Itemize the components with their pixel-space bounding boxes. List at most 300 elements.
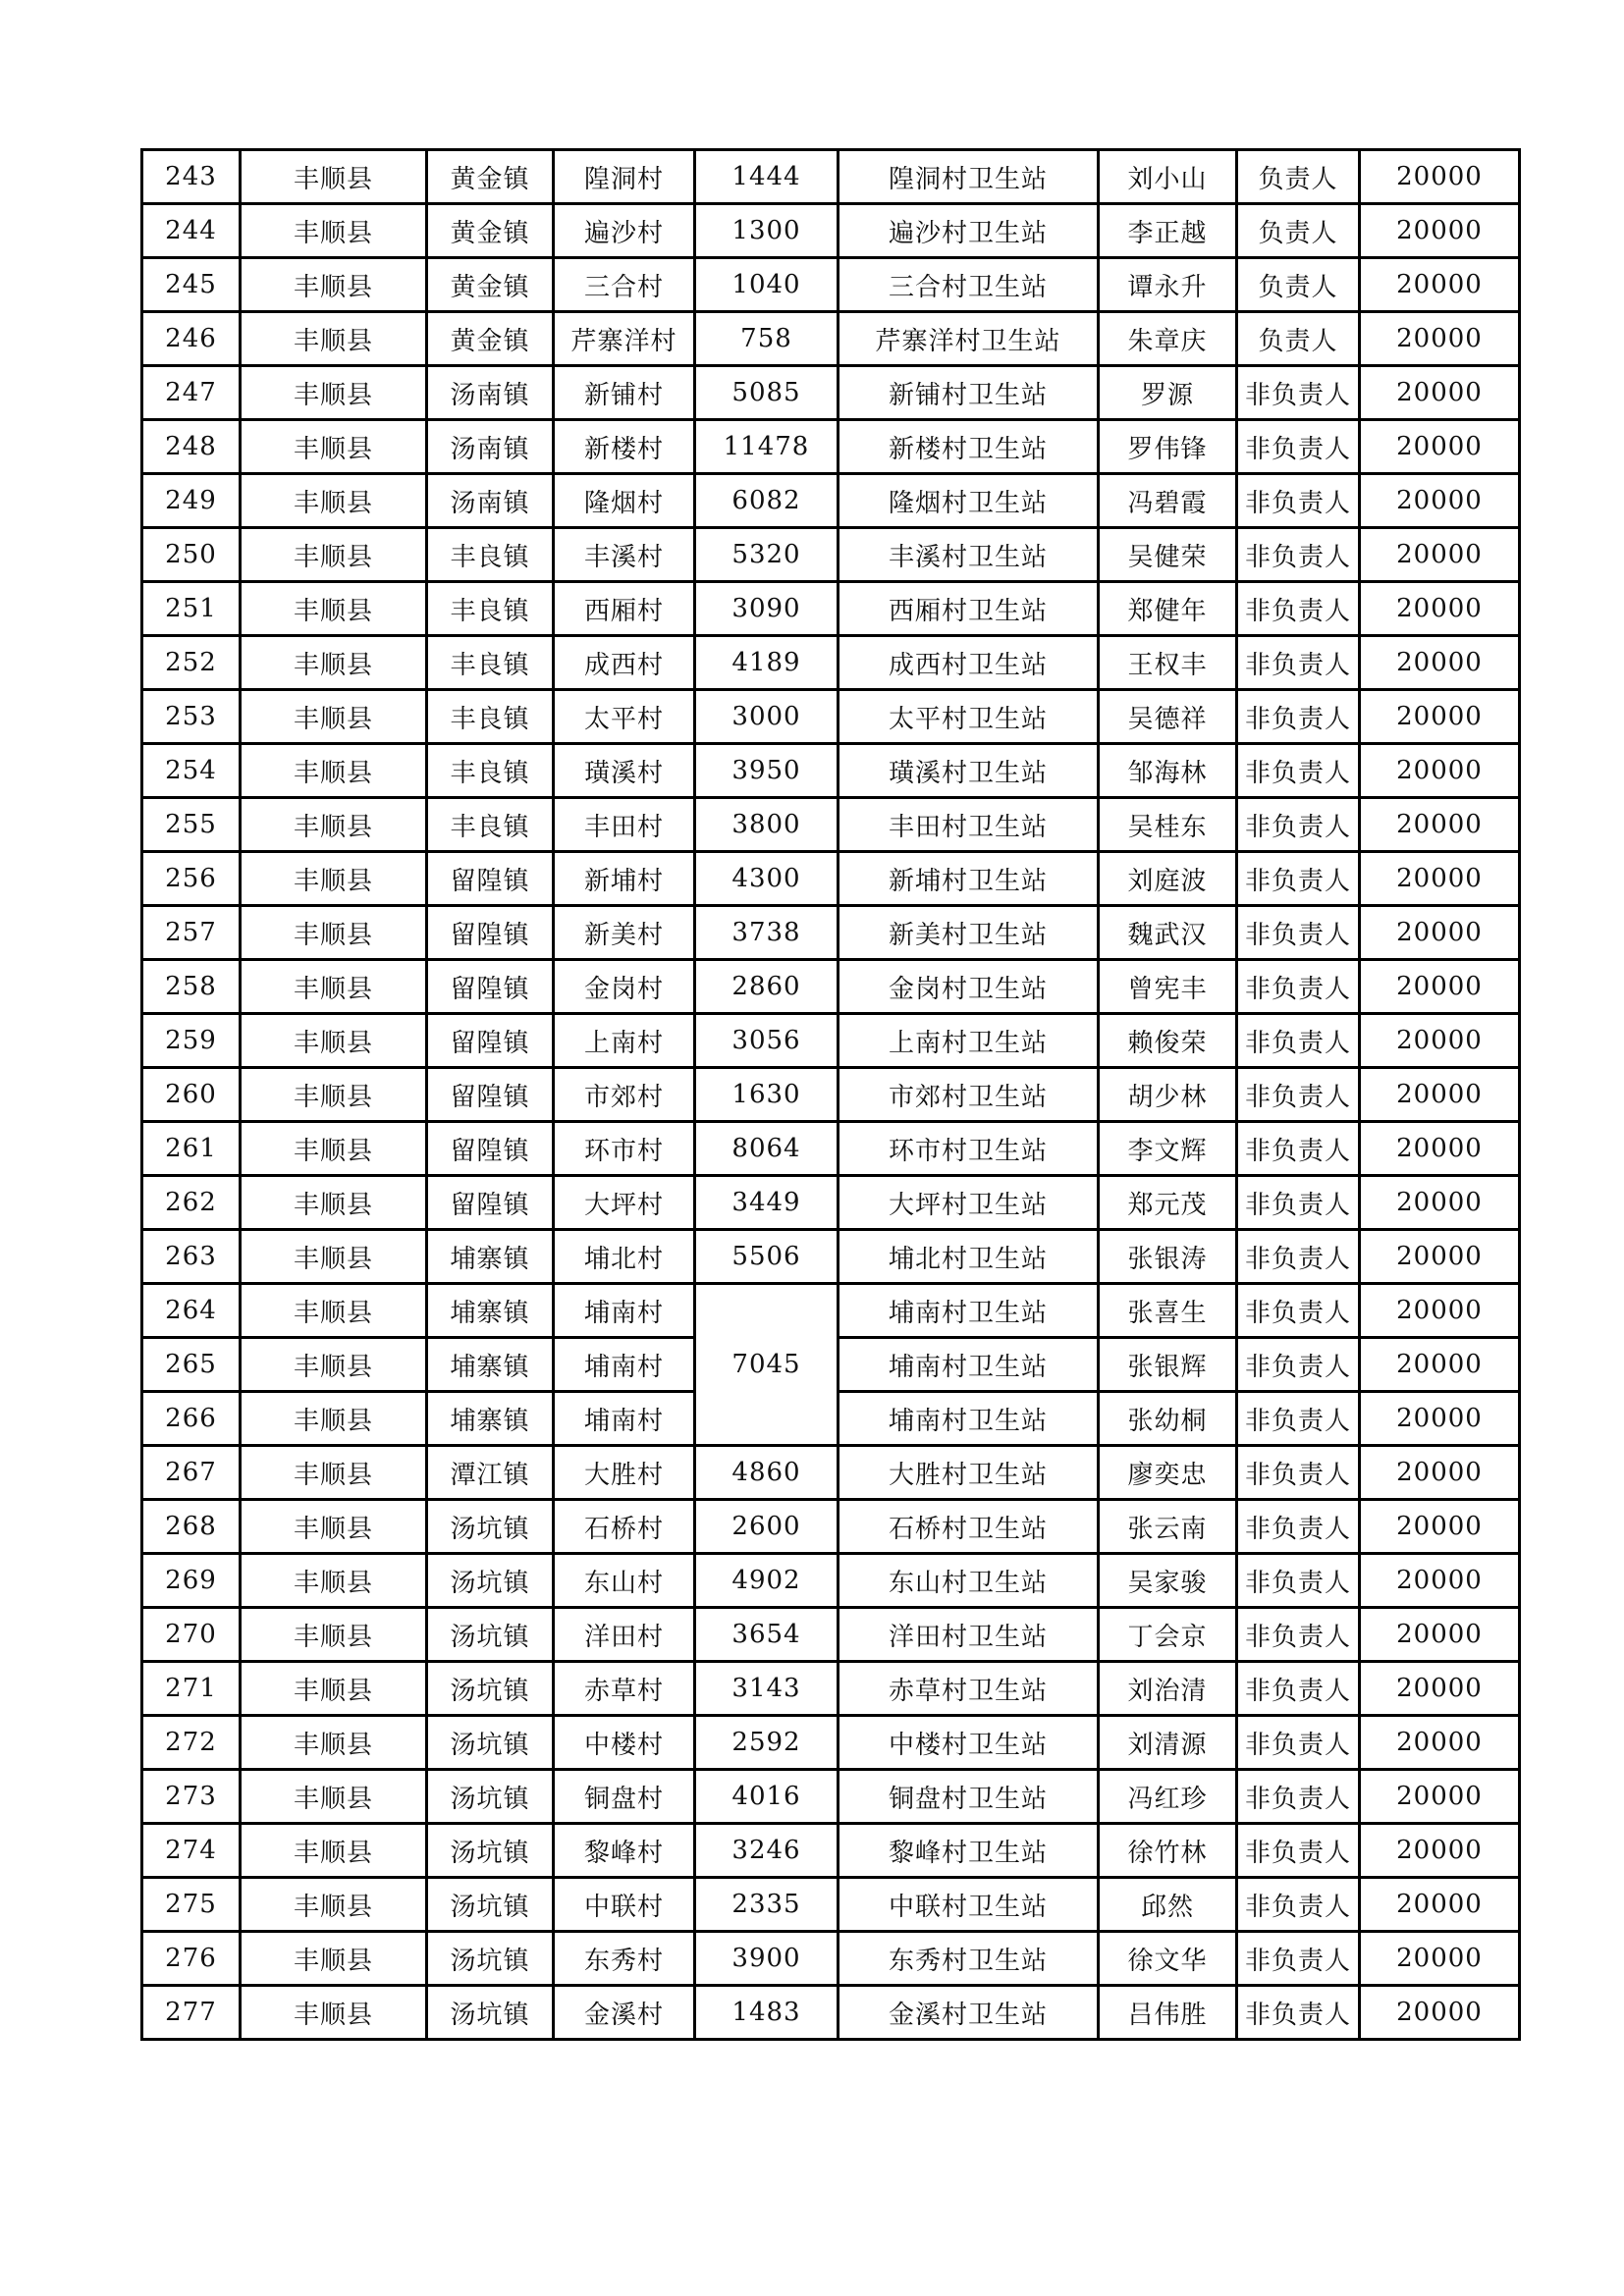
amount-cell: 20000 — [1360, 204, 1520, 258]
population-cell: 3800 — [695, 798, 839, 852]
table-row — [142, 1770, 1520, 1824]
row-number: 258 — [142, 960, 241, 1014]
village-cell: 铜盘村 — [554, 1770, 695, 1824]
amount-cell: 20000 — [1360, 1932, 1520, 1986]
table-row — [142, 1824, 1520, 1878]
town-cell: 汤坑镇 — [427, 1878, 554, 1932]
clinic-staff-table — [140, 148, 1521, 2041]
role-cell: 负责人 — [1237, 312, 1360, 366]
clinic-cell: 上南村卫生站 — [839, 1014, 1099, 1068]
role-cell: 非负责人 — [1237, 1554, 1360, 1608]
village-cell: 成西村 — [554, 636, 695, 690]
staff-name-cell: 刘庭波 — [1099, 852, 1237, 906]
amount-cell: 20000 — [1360, 420, 1520, 474]
role-cell: 非负责人 — [1237, 690, 1360, 744]
staff-name-cell: 罗伟锋 — [1099, 420, 1237, 474]
row-number: 262 — [142, 1176, 241, 1230]
county-cell: 丰顺县 — [241, 420, 427, 474]
town-cell: 黄金镇 — [427, 150, 554, 204]
table-row — [142, 366, 1520, 420]
town-cell: 汤南镇 — [427, 420, 554, 474]
town-cell: 汤坑镇 — [427, 1770, 554, 1824]
staff-name-cell: 张云南 — [1099, 1500, 1237, 1554]
staff-name-cell: 李文辉 — [1099, 1122, 1237, 1176]
town-cell: 汤坑镇 — [427, 1716, 554, 1770]
clinic-cell: 丰溪村卫生站 — [839, 528, 1099, 582]
population-cell: 11478 — [695, 420, 839, 474]
role-cell: 非负责人 — [1237, 1230, 1360, 1284]
row-number: 263 — [142, 1230, 241, 1284]
clinic-cell: 石桥村卫生站 — [839, 1500, 1099, 1554]
county-cell: 丰顺县 — [241, 1716, 427, 1770]
role-cell: 非负责人 — [1237, 1176, 1360, 1230]
role-cell: 非负责人 — [1237, 1878, 1360, 1932]
village-cell: 黎峰村 — [554, 1824, 695, 1878]
county-cell: 丰顺县 — [241, 636, 427, 690]
population-cell: 5085 — [695, 366, 839, 420]
table-row — [142, 1122, 1520, 1176]
row-number: 277 — [142, 1986, 241, 2040]
county-cell: 丰顺县 — [241, 1230, 427, 1284]
population-cell: 3000 — [695, 690, 839, 744]
village-cell: 埔北村 — [554, 1230, 695, 1284]
amount-cell: 20000 — [1360, 960, 1520, 1014]
population-cell: 6082 — [695, 474, 839, 528]
town-cell: 汤坑镇 — [427, 1662, 554, 1716]
clinic-cell: 洋田村卫生站 — [839, 1608, 1099, 1662]
clinic-cell: 新美村卫生站 — [839, 906, 1099, 960]
amount-cell: 20000 — [1360, 690, 1520, 744]
county-cell: 丰顺县 — [241, 1284, 427, 1338]
village-cell: 环市村 — [554, 1122, 695, 1176]
staff-name-cell: 郑元茂 — [1099, 1176, 1237, 1230]
population-cell: 8064 — [695, 1122, 839, 1176]
village-cell: 大胜村 — [554, 1446, 695, 1500]
village-cell: 埔南村 — [554, 1284, 695, 1338]
amount-cell: 20000 — [1360, 1500, 1520, 1554]
village-cell: 石桥村 — [554, 1500, 695, 1554]
role-cell: 负责人 — [1237, 204, 1360, 258]
staff-name-cell: 张幼桐 — [1099, 1392, 1237, 1446]
village-cell: 三合村 — [554, 258, 695, 312]
village-cell: 金溪村 — [554, 1986, 695, 2040]
amount-cell: 20000 — [1360, 1392, 1520, 1446]
village-cell: 市郊村 — [554, 1068, 695, 1122]
county-cell: 丰顺县 — [241, 1554, 427, 1608]
role-cell: 非负责人 — [1237, 906, 1360, 960]
county-cell: 丰顺县 — [241, 1932, 427, 1986]
table-row — [142, 1878, 1520, 1932]
role-cell: 非负责人 — [1237, 1662, 1360, 1716]
staff-name-cell: 曾宪丰 — [1099, 960, 1237, 1014]
table-row — [142, 1662, 1520, 1716]
clinic-cell: 成西村卫生站 — [839, 636, 1099, 690]
table-row — [142, 852, 1520, 906]
table-row — [142, 582, 1520, 636]
clinic-cell: 大胜村卫生站 — [839, 1446, 1099, 1500]
role-cell: 非负责人 — [1237, 1392, 1360, 1446]
staff-name-cell: 冯碧霞 — [1099, 474, 1237, 528]
clinic-cell: 金溪村卫生站 — [839, 1986, 1099, 2040]
staff-name-cell: 谭永升 — [1099, 258, 1237, 312]
role-cell: 非负责人 — [1237, 798, 1360, 852]
population-cell: 3449 — [695, 1176, 839, 1230]
town-cell: 埔寨镇 — [427, 1392, 554, 1446]
row-number: 245 — [142, 258, 241, 312]
table-row — [142, 420, 1520, 474]
population-cell: 4016 — [695, 1770, 839, 1824]
staff-name-cell: 廖奕忠 — [1099, 1446, 1237, 1500]
table-row — [142, 528, 1520, 582]
clinic-cell: 新铺村卫生站 — [839, 366, 1099, 420]
clinic-cell: 璜溪村卫生站 — [839, 744, 1099, 798]
amount-cell: 20000 — [1360, 1068, 1520, 1122]
clinic-cell: 中楼村卫生站 — [839, 1716, 1099, 1770]
population-cell: 2600 — [695, 1500, 839, 1554]
county-cell: 丰顺县 — [241, 1824, 427, 1878]
village-cell: 新铺村 — [554, 366, 695, 420]
staff-name-cell: 吴家骏 — [1099, 1554, 1237, 1608]
row-number: 253 — [142, 690, 241, 744]
clinic-cell: 市郊村卫生站 — [839, 1068, 1099, 1122]
amount-cell: 20000 — [1360, 150, 1520, 204]
population-cell: 758 — [695, 312, 839, 366]
town-cell: 丰良镇 — [427, 798, 554, 852]
table-row — [142, 1932, 1520, 1986]
staff-name-cell: 刘小山 — [1099, 150, 1237, 204]
population-cell: 2592 — [695, 1716, 839, 1770]
role-cell: 非负责人 — [1237, 420, 1360, 474]
clinic-cell: 太平村卫生站 — [839, 690, 1099, 744]
staff-name-cell: 邹海林 — [1099, 744, 1237, 798]
amount-cell: 20000 — [1360, 312, 1520, 366]
amount-cell: 20000 — [1360, 1338, 1520, 1392]
clinic-cell: 赤草村卫生站 — [839, 1662, 1099, 1716]
row-number: 272 — [142, 1716, 241, 1770]
population-cell: 3950 — [695, 744, 839, 798]
staff-name-cell: 丁会京 — [1099, 1608, 1237, 1662]
table-row — [142, 636, 1520, 690]
county-cell: 丰顺县 — [241, 204, 427, 258]
role-cell: 非负责人 — [1237, 474, 1360, 528]
village-cell: 遍沙村 — [554, 204, 695, 258]
row-number: 257 — [142, 906, 241, 960]
table-row — [142, 1014, 1520, 1068]
population-cell: 1300 — [695, 204, 839, 258]
role-cell: 非负责人 — [1237, 636, 1360, 690]
staff-name-cell: 张银辉 — [1099, 1338, 1237, 1392]
table-row — [142, 1176, 1520, 1230]
county-cell: 丰顺县 — [241, 474, 427, 528]
role-cell: 负责人 — [1237, 258, 1360, 312]
county-cell: 丰顺县 — [241, 852, 427, 906]
role-cell: 非负责人 — [1237, 852, 1360, 906]
row-number: 276 — [142, 1932, 241, 1986]
table-row — [142, 1554, 1520, 1608]
clinic-cell: 新埔村卫生站 — [839, 852, 1099, 906]
amount-cell: 20000 — [1360, 1284, 1520, 1338]
amount-cell: 20000 — [1360, 744, 1520, 798]
population-cell: 4902 — [695, 1554, 839, 1608]
county-cell: 丰顺县 — [241, 1338, 427, 1392]
staff-name-cell: 张银涛 — [1099, 1230, 1237, 1284]
amount-cell: 20000 — [1360, 258, 1520, 312]
population-cell: 5506 — [695, 1230, 839, 1284]
village-cell: 中联村 — [554, 1878, 695, 1932]
staff-name-cell: 郑健年 — [1099, 582, 1237, 636]
county-cell: 丰顺县 — [241, 690, 427, 744]
town-cell: 留隍镇 — [427, 852, 554, 906]
county-cell: 丰顺县 — [241, 528, 427, 582]
amount-cell: 20000 — [1360, 798, 1520, 852]
row-number: 275 — [142, 1878, 241, 1932]
amount-cell: 20000 — [1360, 1608, 1520, 1662]
row-number: 254 — [142, 744, 241, 798]
county-cell: 丰顺县 — [241, 1446, 427, 1500]
village-cell: 金岗村 — [554, 960, 695, 1014]
village-cell: 隍洞村 — [554, 150, 695, 204]
table-row — [142, 960, 1520, 1014]
county-cell: 丰顺县 — [241, 1068, 427, 1122]
staff-name-cell: 吴桂东 — [1099, 798, 1237, 852]
table-row — [142, 258, 1520, 312]
role-cell: 非负责人 — [1237, 1608, 1360, 1662]
village-cell: 东山村 — [554, 1554, 695, 1608]
village-cell: 上南村 — [554, 1014, 695, 1068]
amount-cell: 20000 — [1360, 528, 1520, 582]
town-cell: 留隍镇 — [427, 1014, 554, 1068]
clinic-cell: 西厢村卫生站 — [839, 582, 1099, 636]
row-number: 265 — [142, 1338, 241, 1392]
role-cell: 非负责人 — [1237, 366, 1360, 420]
role-cell: 非负责人 — [1237, 1446, 1360, 1500]
village-cell: 璜溪村 — [554, 744, 695, 798]
town-cell: 丰良镇 — [427, 744, 554, 798]
table-row — [142, 150, 1520, 204]
row-number: 271 — [142, 1662, 241, 1716]
population-cell: 1630 — [695, 1068, 839, 1122]
row-number: 264 — [142, 1284, 241, 1338]
role-cell: 非负责人 — [1237, 1122, 1360, 1176]
clinic-cell: 东秀村卫生站 — [839, 1932, 1099, 1986]
population-cell: 5320 — [695, 528, 839, 582]
staff-name-cell: 朱章庆 — [1099, 312, 1237, 366]
row-number: 244 — [142, 204, 241, 258]
staff-name-cell: 吴健荣 — [1099, 528, 1237, 582]
county-cell: 丰顺县 — [241, 366, 427, 420]
amount-cell: 20000 — [1360, 852, 1520, 906]
clinic-cell: 新楼村卫生站 — [839, 420, 1099, 474]
amount-cell: 20000 — [1360, 1230, 1520, 1284]
amount-cell: 20000 — [1360, 474, 1520, 528]
village-cell: 埔南村 — [554, 1392, 695, 1446]
town-cell: 留隍镇 — [427, 1176, 554, 1230]
village-cell: 丰田村 — [554, 798, 695, 852]
population-cell: 1040 — [695, 258, 839, 312]
village-cell: 隆烟村 — [554, 474, 695, 528]
table-row — [142, 1500, 1520, 1554]
village-cell: 新埔村 — [554, 852, 695, 906]
role-cell: 非负责人 — [1237, 960, 1360, 1014]
town-cell: 黄金镇 — [427, 204, 554, 258]
role-cell: 非负责人 — [1237, 1824, 1360, 1878]
county-cell: 丰顺县 — [241, 582, 427, 636]
row-number: 261 — [142, 1122, 241, 1176]
village-cell: 丰溪村 — [554, 528, 695, 582]
county-cell: 丰顺县 — [241, 1878, 427, 1932]
county-cell: 丰顺县 — [241, 258, 427, 312]
clinic-cell: 芹寨洋村卫生站 — [839, 312, 1099, 366]
row-number: 273 — [142, 1770, 241, 1824]
role-cell: 非负责人 — [1237, 1284, 1360, 1338]
clinic-cell: 埔南村卫生站 — [839, 1284, 1099, 1338]
population-cell: 3090 — [695, 582, 839, 636]
population-cell: 7045 — [695, 1284, 839, 1446]
role-cell: 非负责人 — [1237, 1770, 1360, 1824]
village-cell: 太平村 — [554, 690, 695, 744]
table-row — [142, 1986, 1520, 2040]
amount-cell: 20000 — [1360, 1986, 1520, 2040]
county-cell: 丰顺县 — [241, 1122, 427, 1176]
town-cell: 汤南镇 — [427, 366, 554, 420]
population-cell: 3246 — [695, 1824, 839, 1878]
clinic-cell: 埔南村卫生站 — [839, 1392, 1099, 1446]
staff-name-cell: 徐竹林 — [1099, 1824, 1237, 1878]
role-cell: 非负责人 — [1237, 528, 1360, 582]
staff-name-cell: 李正越 — [1099, 204, 1237, 258]
clinic-cell: 遍沙村卫生站 — [839, 204, 1099, 258]
table-row — [142, 1446, 1520, 1500]
staff-name-cell: 刘治清 — [1099, 1662, 1237, 1716]
staff-name-cell: 吕伟胜 — [1099, 1986, 1237, 2040]
row-number: 267 — [142, 1446, 241, 1500]
role-cell: 非负责人 — [1237, 1716, 1360, 1770]
role-cell: 负责人 — [1237, 150, 1360, 204]
staff-name-cell: 刘清源 — [1099, 1716, 1237, 1770]
role-cell: 非负责人 — [1237, 1338, 1360, 1392]
staff-name-cell: 魏武汉 — [1099, 906, 1237, 960]
village-cell: 中楼村 — [554, 1716, 695, 1770]
population-cell: 1444 — [695, 150, 839, 204]
row-number: 250 — [142, 528, 241, 582]
town-cell: 汤坑镇 — [427, 1986, 554, 2040]
table-row — [142, 474, 1520, 528]
population-cell: 4300 — [695, 852, 839, 906]
village-cell: 洋田村 — [554, 1608, 695, 1662]
town-cell: 汤坑镇 — [427, 1932, 554, 1986]
role-cell: 非负责人 — [1237, 1932, 1360, 1986]
amount-cell: 20000 — [1360, 1770, 1520, 1824]
population-cell: 2335 — [695, 1878, 839, 1932]
town-cell: 汤坑镇 — [427, 1500, 554, 1554]
county-cell: 丰顺县 — [241, 1662, 427, 1716]
county-cell: 丰顺县 — [241, 150, 427, 204]
village-cell: 新楼村 — [554, 420, 695, 474]
clinic-cell: 大坪村卫生站 — [839, 1176, 1099, 1230]
amount-cell: 20000 — [1360, 1176, 1520, 1230]
clinic-cell: 铜盘村卫生站 — [839, 1770, 1099, 1824]
county-cell: 丰顺县 — [241, 312, 427, 366]
role-cell: 非负责人 — [1237, 1014, 1360, 1068]
town-cell: 埔寨镇 — [427, 1230, 554, 1284]
amount-cell: 20000 — [1360, 1662, 1520, 1716]
town-cell: 留隍镇 — [427, 906, 554, 960]
county-cell: 丰顺县 — [241, 798, 427, 852]
role-cell: 非负责人 — [1237, 1986, 1360, 2040]
table-row — [142, 906, 1520, 960]
county-cell: 丰顺县 — [241, 906, 427, 960]
population-cell: 4860 — [695, 1446, 839, 1500]
table-row — [142, 1068, 1520, 1122]
role-cell: 非负责人 — [1237, 744, 1360, 798]
table-row — [142, 798, 1520, 852]
clinic-cell: 黎峰村卫生站 — [839, 1824, 1099, 1878]
amount-cell: 20000 — [1360, 1122, 1520, 1176]
amount-cell: 20000 — [1360, 1014, 1520, 1068]
town-cell: 黄金镇 — [427, 258, 554, 312]
row-number: 255 — [142, 798, 241, 852]
town-cell: 黄金镇 — [427, 312, 554, 366]
row-number: 274 — [142, 1824, 241, 1878]
population-cell: 2860 — [695, 960, 839, 1014]
amount-cell: 20000 — [1360, 906, 1520, 960]
population-cell: 4189 — [695, 636, 839, 690]
town-cell: 汤南镇 — [427, 474, 554, 528]
clinic-cell: 丰田村卫生站 — [839, 798, 1099, 852]
county-cell: 丰顺县 — [241, 1176, 427, 1230]
table-row — [142, 312, 1520, 366]
table-row — [142, 1716, 1520, 1770]
village-cell: 新美村 — [554, 906, 695, 960]
row-number: 243 — [142, 150, 241, 204]
population-cell: 3056 — [695, 1014, 839, 1068]
town-cell: 丰良镇 — [427, 528, 554, 582]
table-row — [142, 1284, 1520, 1338]
staff-name-cell: 胡少林 — [1099, 1068, 1237, 1122]
row-number: 249 — [142, 474, 241, 528]
amount-cell: 20000 — [1360, 1878, 1520, 1932]
role-cell: 非负责人 — [1237, 1500, 1360, 1554]
clinic-cell: 东山村卫生站 — [839, 1554, 1099, 1608]
row-number: 268 — [142, 1500, 241, 1554]
county-cell: 丰顺县 — [241, 1500, 427, 1554]
amount-cell: 20000 — [1360, 1446, 1520, 1500]
row-number: 246 — [142, 312, 241, 366]
county-cell: 丰顺县 — [241, 1392, 427, 1446]
town-cell: 丰良镇 — [427, 582, 554, 636]
staff-name-cell: 邱然 — [1099, 1878, 1237, 1932]
town-cell: 埔寨镇 — [427, 1338, 554, 1392]
town-cell: 留隍镇 — [427, 960, 554, 1014]
county-cell: 丰顺县 — [241, 960, 427, 1014]
village-cell: 埔南村 — [554, 1338, 695, 1392]
clinic-cell: 隆烟村卫生站 — [839, 474, 1099, 528]
row-number: 270 — [142, 1608, 241, 1662]
amount-cell: 20000 — [1360, 636, 1520, 690]
row-number: 259 — [142, 1014, 241, 1068]
role-cell: 非负责人 — [1237, 1068, 1360, 1122]
table-body — [142, 150, 1520, 2040]
town-cell: 留隍镇 — [427, 1122, 554, 1176]
amount-cell: 20000 — [1360, 582, 1520, 636]
table-row — [142, 1230, 1520, 1284]
amount-cell: 20000 — [1360, 1554, 1520, 1608]
town-cell: 汤坑镇 — [427, 1608, 554, 1662]
population-cell: 3900 — [695, 1932, 839, 1986]
village-cell: 赤草村 — [554, 1662, 695, 1716]
town-cell: 留隍镇 — [427, 1068, 554, 1122]
staff-name-cell: 冯红珍 — [1099, 1770, 1237, 1824]
